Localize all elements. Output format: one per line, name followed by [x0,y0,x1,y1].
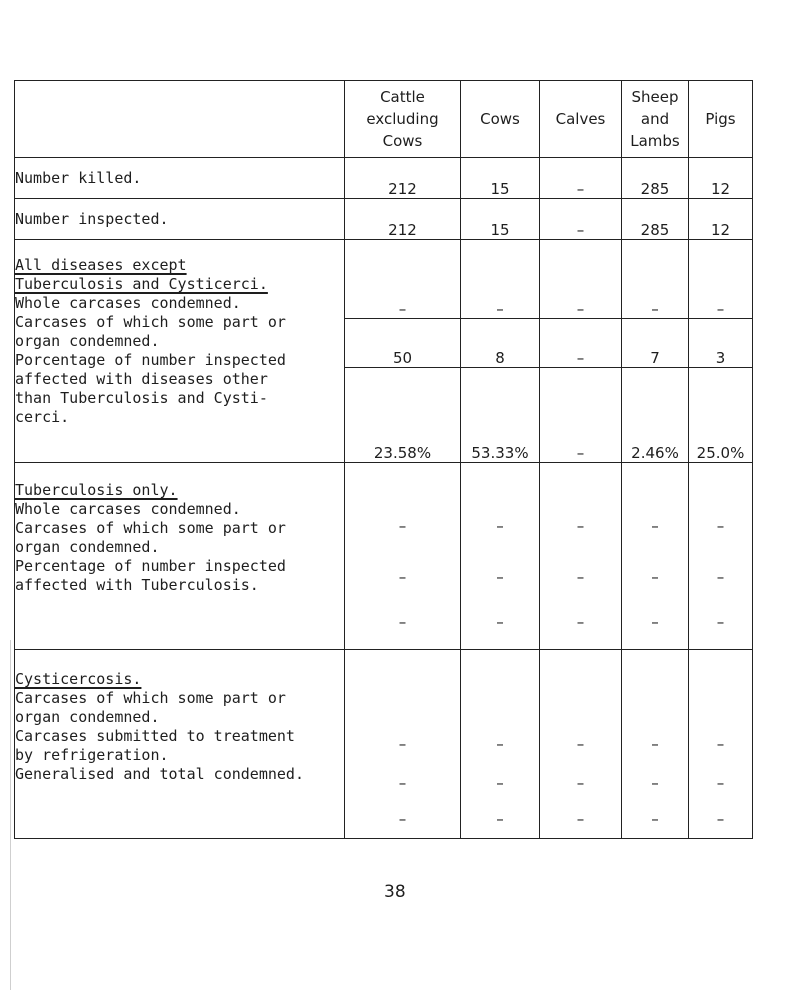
cell-value: – [496,810,504,828]
section-all-heading: All diseases except [15,256,187,274]
cell-value: – [576,517,585,535]
cell-value: 50 [345,319,461,368]
cell-value: 15 [461,158,540,199]
header-corner [15,81,345,158]
cell-value: 3 [689,319,753,368]
cell-value: – [540,158,622,199]
cell-value: – [345,240,461,319]
section-cyst-label [15,650,345,839]
page-number: 38 [384,882,406,902]
tb-pigs-values [689,463,753,650]
cell-value: – [398,568,407,586]
cell-value: – [496,613,504,631]
row-inspected [15,199,753,240]
cell-value: – [576,810,585,828]
cell-value: – [622,240,689,319]
cell-value: – [461,240,540,319]
cell-value: – [716,613,725,631]
cell-value: – [398,613,407,631]
header-cattle: Cattle excluding Cows [345,81,461,158]
cell-value: – [496,735,504,753]
cell-value: – [716,568,725,586]
cell-value: – [651,774,659,792]
cell-value: – [496,568,504,586]
cell-value: – [576,613,585,631]
cell-value: 285 [622,199,689,240]
cyst-cattle-values [345,650,461,839]
cell-value: 53.33% [461,368,540,463]
section-all-label [15,240,345,463]
cell-value: – [651,735,659,753]
cell-value: 212 [345,199,461,240]
tb-whole-label: Whole carcases condemned. [15,500,241,518]
cell-value: 15 [461,199,540,240]
meat-inspection-table [14,80,753,839]
cell-value: – [496,774,504,792]
cell-value: – [398,517,407,535]
cell-value: – [398,735,407,753]
header-calves: Calves [540,81,622,158]
cyst-pigs-values [689,650,753,839]
tb-part-label-1: Carcases of which some part or [15,519,286,537]
cell-value: – [496,517,504,535]
cyst-cows-values [461,650,540,839]
cell-value: – [576,568,585,586]
cell-value: – [540,368,622,463]
section-all-heading-2: Tuberculosis and Cysticerci. [15,275,268,293]
cell-value: 285 [622,158,689,199]
percentage-label-3: than Tuberculosis and Cysti- [15,389,268,407]
header-sheep: Sheep and Lambs [622,81,689,158]
section-tb-heading: Tuberculosis only. [15,481,178,499]
cell-value: – [398,774,407,792]
header-cows: Cows [461,81,540,158]
cell-value: 12 [689,199,753,240]
cell-value: – [540,199,622,240]
tb-cows-values [461,463,540,650]
cell-value: 25.0% [689,368,753,463]
row-all-whole [15,240,753,319]
cell-value: 212 [345,158,461,199]
cell-value: – [716,517,725,535]
cell-value: – [540,319,622,368]
cell-value: 7 [622,319,689,368]
cell-value: – [716,735,725,753]
part-condemned-label-2: organ condemned. [15,332,160,350]
cyst-part-label-2: organ condemned. [15,708,160,726]
part-condemned-label-1: Carcases of which some part or [15,313,286,331]
tb-cattle-values [345,463,461,650]
row-killed [15,158,753,199]
margin-rule [10,640,11,990]
cyst-refrig-label-2: by refrigeration. [15,746,169,764]
cyst-part-label-1: Carcases of which some part or [15,689,286,707]
cell-value: – [716,774,725,792]
whole-carcases-label: Whole carcases condemned. [15,294,241,312]
cell-value: 8 [461,319,540,368]
header-pigs: Pigs [689,81,753,158]
cell-value: – [540,240,622,319]
section-cyst-heading: Cysticercosis. [15,670,142,688]
header-row [15,81,753,158]
tb-pct-label-2: affected with Tuberculosis. [15,576,259,594]
cell-value: – [651,568,659,586]
cell-value: – [398,810,407,828]
cyst-general-label: Generalised and total condemned. [15,765,304,783]
row-label: Number inspected. [15,199,345,240]
row-cysticercosis [15,650,753,839]
row-tuberculosis [15,463,753,650]
percentage-label-1: Porcentage of number inspected [15,351,286,369]
percentage-label-2: affected with diseases other [15,370,268,388]
cell-value: – [576,774,585,792]
cell-value: – [576,735,585,753]
cell-value: – [716,810,725,828]
percentage-label-4: cerci. [15,408,70,426]
section-tb-label [15,463,345,650]
row-label: Number killed. [15,158,345,199]
cell-value: – [689,240,753,319]
tb-calves-values [540,463,622,650]
tb-part-label-2: organ condemned. [15,538,160,556]
cyst-calves-values [540,650,622,839]
cell-value: 12 [689,158,753,199]
cell-value: – [651,613,659,631]
cyst-refrig-label-1: Carcases submitted to treatment [15,727,295,745]
cyst-sheep-values [622,650,689,839]
cell-value: – [651,810,659,828]
cell-value: 2.46% [622,368,689,463]
cell-value: – [651,517,659,535]
tb-sheep-values [622,463,689,650]
cell-value: 23.58% [345,368,461,463]
tb-pct-label-1: Percentage of number inspected [15,557,286,575]
